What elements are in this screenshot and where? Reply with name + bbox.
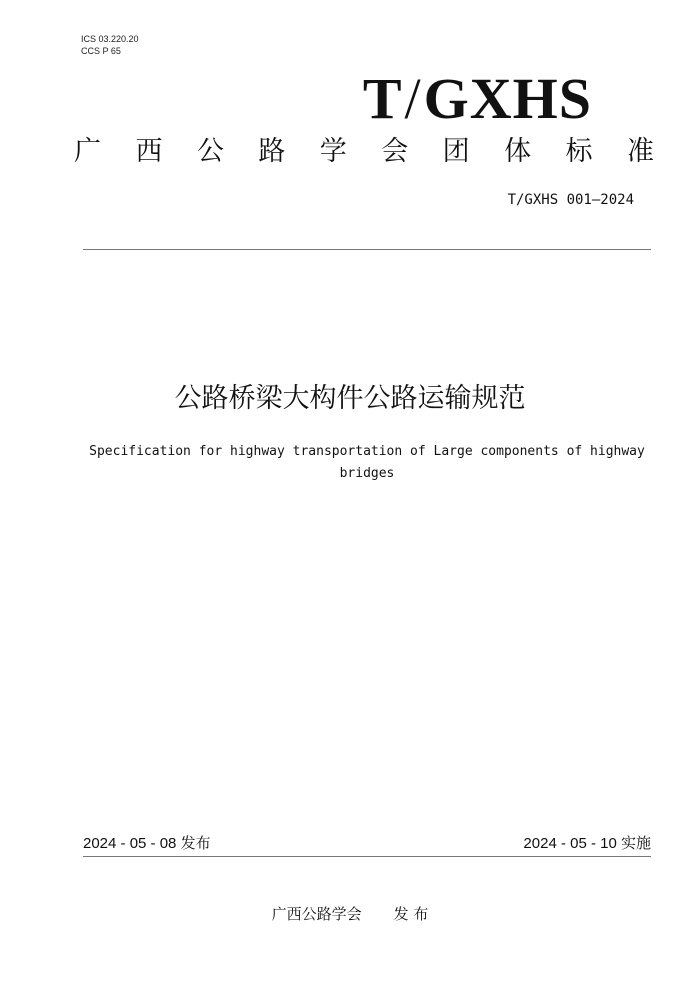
publish-action: 发 布 bbox=[393, 905, 429, 923]
org-char: 体 bbox=[504, 136, 532, 167]
logo-prefix: T bbox=[362, 66, 403, 131]
header-divider bbox=[83, 249, 651, 250]
footer-divider bbox=[83, 856, 651, 857]
org-char: 路 bbox=[258, 136, 286, 167]
org-char: 会 bbox=[381, 136, 409, 167]
publisher-name: 广西公路学会 bbox=[271, 905, 362, 923]
document-title-chinese: 公路桥梁大构件公路运输规范 bbox=[174, 383, 526, 414]
ccs-code: CCS P 65 bbox=[81, 46, 121, 56]
standard-number: T/GXHS 001—2024 bbox=[507, 192, 634, 208]
org-char: 广 bbox=[74, 136, 101, 167]
logo-suffix: GXHS bbox=[423, 66, 592, 131]
org-char: 团 bbox=[442, 136, 470, 167]
standard-logo bbox=[363, 68, 592, 130]
org-char: 公 bbox=[196, 136, 224, 167]
org-char: 学 bbox=[319, 136, 347, 167]
document-title-english: Specification for highway transportation of Large components of highway bridges bbox=[89, 444, 645, 481]
implementation-date: 2024 - 05 - 10 实施 bbox=[523, 835, 651, 852]
org-char: 准 bbox=[626, 136, 654, 167]
organization-banner bbox=[74, 134, 654, 170]
ics-code: ICS 03.220.20 bbox=[81, 34, 139, 44]
publisher-line bbox=[0, 904, 700, 924]
logo-slash: / bbox=[404, 66, 422, 131]
issue-date: 2024 - 05 - 08 发布 bbox=[83, 835, 211, 852]
org-char: 标 bbox=[565, 136, 593, 167]
org-char: 西 bbox=[135, 136, 163, 167]
